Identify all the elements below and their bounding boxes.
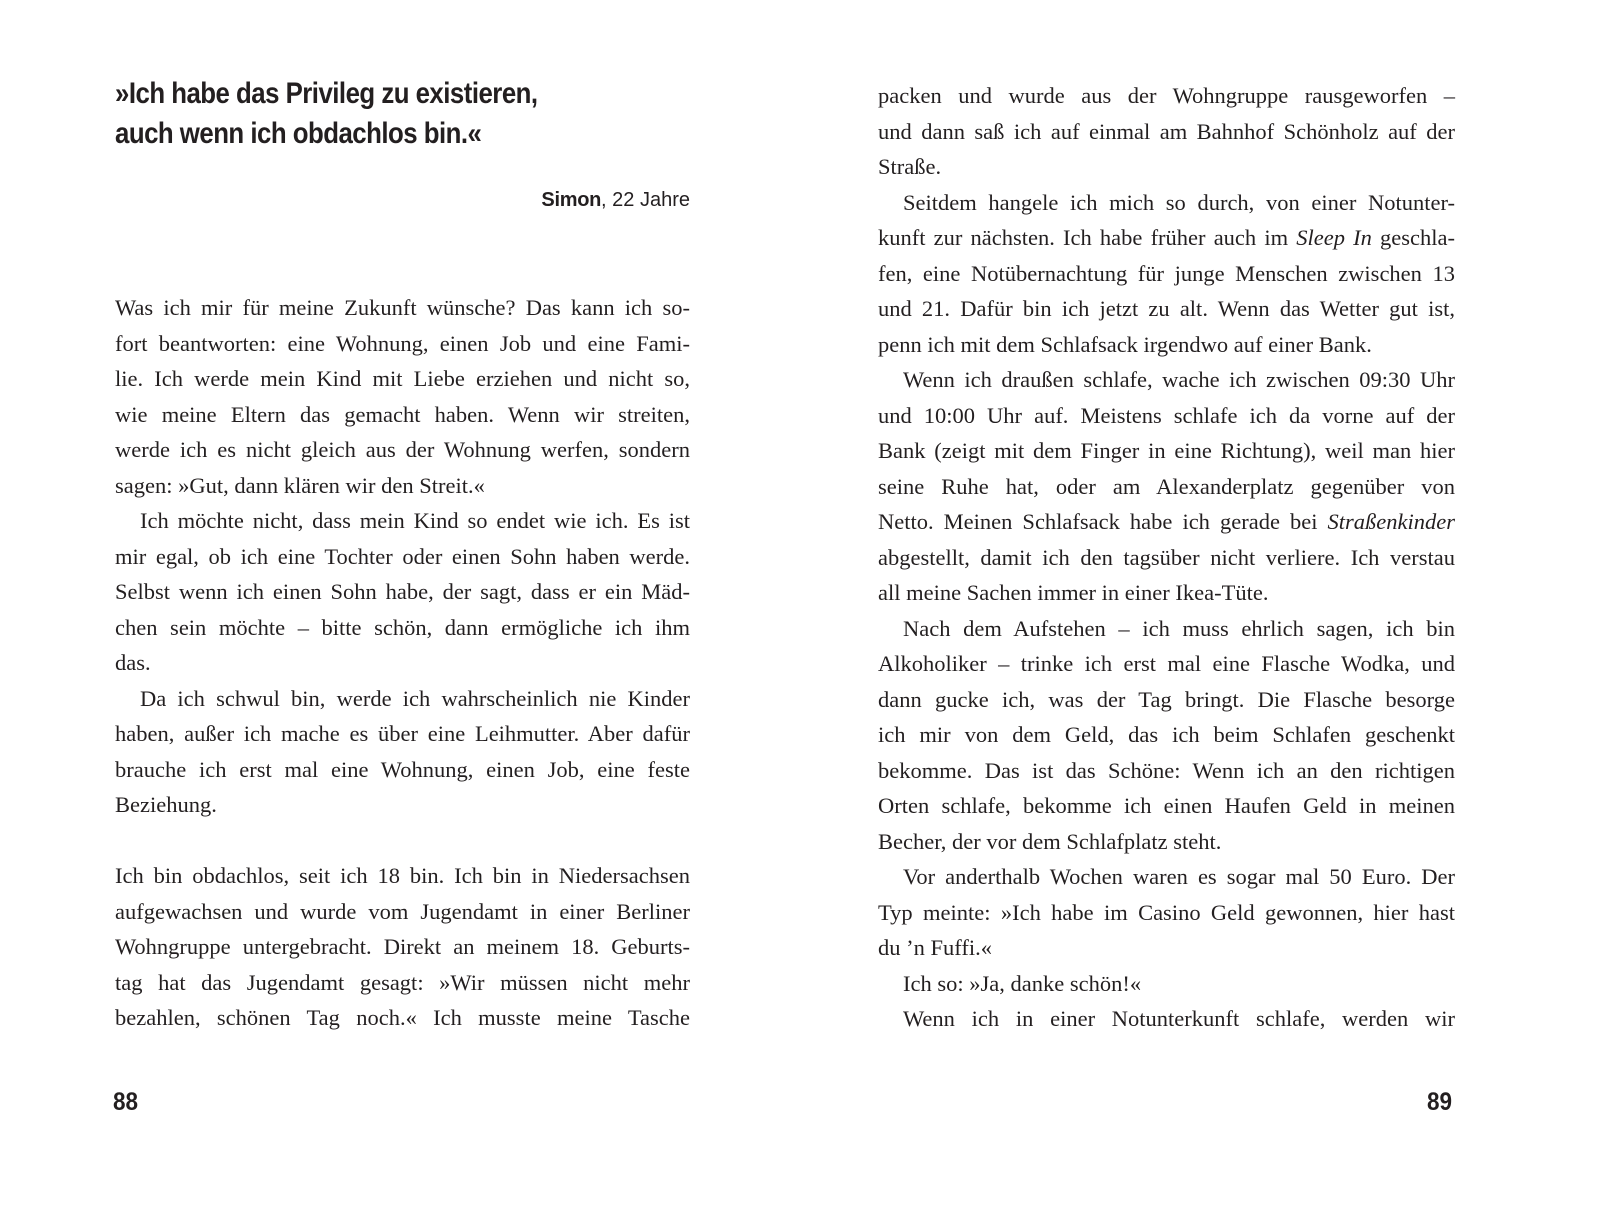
page-number-left: 88	[113, 1088, 139, 1116]
text-line: Vor anderthalb Wochen waren es sogar mal 50 Euro. Der	[903, 864, 1455, 889]
text-line: Beziehung.	[115, 792, 217, 817]
text-line: packen und wurde aus der Wohngruppe rausgeworfen –	[878, 83, 1455, 108]
text-line: seine Ruhe hat, oder am Alexanderplatz gegenüber von	[878, 473, 1455, 499]
text-line: und 21. Dafür bin ich jetzt zu alt. Wenn das Wetter gut ist,	[878, 296, 1455, 321]
text-line: abgestellt, damit ich den tagsüber nicht verliere. Ich verstau	[878, 544, 1455, 570]
text-line: haben, außer ich mache es über eine Leihmutter. Aber dafür	[115, 721, 690, 746]
text-line: Wenn ich draußen schlafe, wache ich zwischen 09:30 Uhr	[903, 367, 1455, 392]
text-line: mir egal, ob ich eine Tochter oder einen Sohn haben werde.	[115, 543, 690, 569]
text-line: Orten schlafe, bekomme ich einen Haufen Geld in meinen	[878, 793, 1455, 818]
text-line: Selbst wenn ich einen Sohn habe, der sagt, dass er ein Mäd-	[115, 579, 690, 604]
italic-place-name: Sleep In	[1296, 225, 1372, 250]
right-body-text	[878, 78, 1455, 1037]
text-line: Seitdem hangele ich mich so durch, von einer Notunter-	[903, 189, 1455, 215]
text-line-with-italic	[878, 504, 1455, 540]
text-line: Straße.	[878, 154, 942, 179]
text-line: Wenn ich in einer Notunterkunft schlafe, werden wir	[903, 1006, 1455, 1031]
left-body-text	[115, 290, 690, 1036]
text-line: und dann saß ich auf einmal am Bahnhof Schönholz auf der	[878, 118, 1455, 144]
headline-line-2: auch wenn ich obdachlos bin.«	[115, 117, 482, 150]
right-page	[800, 0, 1600, 1216]
section-break	[115, 823, 690, 859]
text-line: Becher, der vor dem Schlafplatz steht.	[878, 828, 1222, 854]
text-segment: geschla-	[1371, 225, 1455, 250]
text-line: bezahlen, schönen Tag noch.« Ich musste meine Tasche	[115, 1005, 690, 1030]
text-line: Ich so: »Ja, danke schön!«	[903, 970, 1142, 996]
text-line: penn ich mit dem Schlafsack irgendwo auf einer Bank.	[878, 331, 1372, 357]
text-line: tag hat das Jugendamt gesagt: »Wir müssen nicht mehr	[115, 969, 690, 995]
text-line: aufgewachsen und wurde vom Jugendamt in einer Berliner	[115, 898, 690, 924]
pull-quote-headline	[115, 74, 631, 154]
text-line: ich mir von dem Geld, das ich beim Schlafen geschenkt	[878, 722, 1455, 747]
text-line: du ’n Fuffi.«	[878, 935, 992, 960]
text-line: werde ich es nicht gleich aus der Wohnung werfen, sondern	[115, 437, 690, 462]
text-line: Ich möchte nicht, dass mein Kind so endet wie ich. Es ist	[140, 508, 690, 533]
text-line-with-italic	[878, 220, 1455, 256]
text-segment: kunft zur nächsten. Ich habe früher auch im	[878, 225, 1297, 250]
text-line: und 10:00 Uhr auf. Meistens schlafe ich da vorne auf der	[878, 402, 1455, 428]
speaker-attribution	[115, 186, 690, 214]
text-line: bekomme. Das ist das Schöne: Wenn ich an den richtigen	[878, 757, 1455, 783]
text-line: Ich bin obdachlos, seit ich 18 bin. Ich bin in Niedersachsen	[115, 863, 690, 888]
text-line: Alkoholiker – trinke ich erst mal eine Flasche Wodka, und	[878, 651, 1455, 676]
text-line: Typ meinte: »Ich habe im Casino Geld gewonnen, hier hast	[878, 899, 1455, 925]
text-line: Da ich schwul bin, werde ich wahrscheinlich nie Kinder	[140, 685, 690, 711]
text-line: chen sein möchte – bitte schön, dann ermögliche ich ihm	[115, 614, 690, 640]
speaker-name: Simon	[541, 189, 602, 211]
text-line: sagen: »Gut, dann klären wir den Streit.«	[115, 472, 485, 498]
headline-line-1: »Ich habe das Privileg zu existieren,	[115, 77, 538, 110]
text-line: lie. Ich werde mein Kind mit Liebe erziehen und nicht so,	[115, 366, 690, 391]
text-line: wie meine Eltern das gemacht haben. Wenn wir streiten,	[115, 401, 690, 427]
text-line: all meine Sachen immer in einer Ikea-Tüte.	[878, 580, 1269, 605]
text-line: fen, eine Notübernachtung für junge Menschen zwischen 13	[878, 260, 1455, 286]
italic-organization-name: Straßenkinder	[1327, 509, 1455, 534]
text-line: Wohngruppe untergebracht. Direkt an meinem 18. Geburts-	[115, 934, 690, 959]
text-line: Was ich mir für meine Zukunft wünsche? Das kann ich so-	[115, 295, 690, 320]
page-number-right: 89	[1427, 1088, 1453, 1116]
text-line: Bank (zeigt mit dem Finger in eine Richtung), weil man hier	[878, 438, 1455, 463]
text-line: Nach dem Aufstehen – ich muss ehrlich sagen, ich bin	[903, 615, 1455, 641]
text-line: das.	[115, 650, 151, 675]
text-segment: Netto. Meinen Schlafsack habe ich gerade bei	[878, 509, 1328, 534]
text-line: dann gucke ich, was der Tag bringt. Die Flasche besorge	[878, 686, 1455, 712]
speaker-age: , 22 Jahre	[601, 189, 690, 211]
text-line: brauche ich erst mal eine Wohnung, einen Job, eine feste	[115, 756, 690, 782]
text-line: fort beantworten: eine Wohnung, einen Job und eine Fami-	[115, 330, 690, 356]
